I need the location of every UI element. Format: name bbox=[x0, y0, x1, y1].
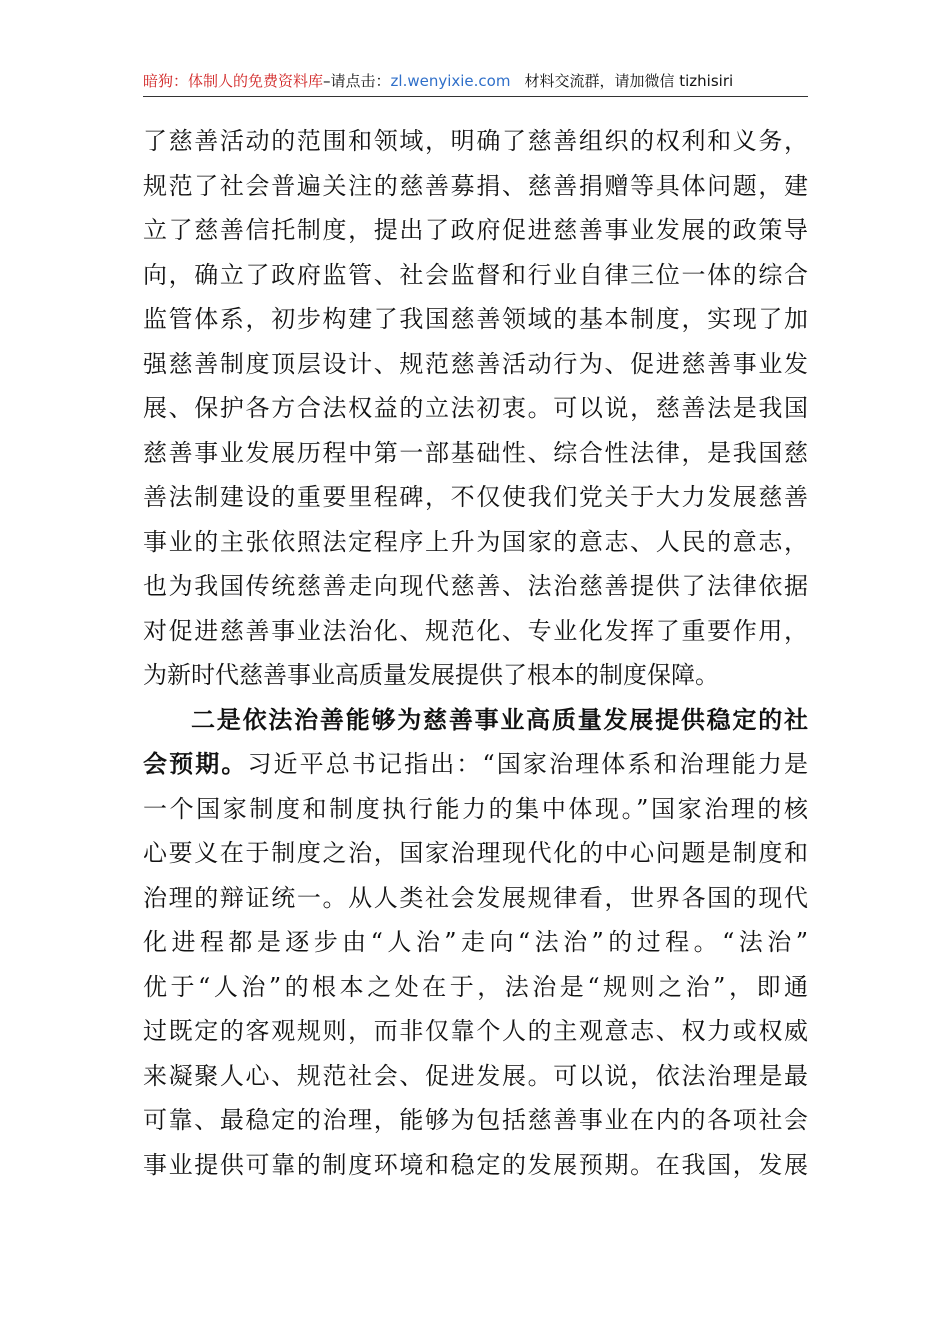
text-line: 优于“人治”的根本之处在于，法治是“规则之治”，即通 bbox=[143, 972, 808, 1001]
paragraph-1 bbox=[143, 119, 808, 698]
text-line: 展、保护各方合法权益的立法初衷。可以说，慈善法是我国 bbox=[143, 394, 808, 422]
text-line: 心要义在于制度之治，国家治理现代化的中心问题是制度和 bbox=[143, 839, 808, 867]
text-line: 监管体系，初步构建了我国慈善领域的基本制度，实现了加 bbox=[143, 305, 808, 333]
text-line: 慈善事业发展历程中第一部基础性、综合性法律，是我国慈 bbox=[143, 438, 808, 467]
text-line: 一个国家制度和制度执行能力的集中体现。”国家治理的核 bbox=[143, 794, 808, 823]
header-contact: 材料交流群，请加微信 tizhisiri bbox=[524, 72, 734, 90]
text-line bbox=[143, 742, 808, 787]
text-line: 来凝聚人心、规范社会、促进发展。可以说，依法治理是最 bbox=[143, 1061, 808, 1090]
text-line: 事业的主张依照法定程序上升为国家的意志、人民的意志， bbox=[143, 527, 808, 556]
header-link[interactable]: zl.wenyixie.com bbox=[390, 72, 511, 90]
text-line: 事业提供可靠的制度环境和稳定的发展预期。在我国，发展 bbox=[143, 1150, 808, 1179]
text-line: 强慈善制度顶层设计、规范慈善活动行为、促进慈善事业发 bbox=[143, 349, 808, 378]
paragraph-heading: 二是依法治善能够为慈善事业高质量发展提供稳定的社 bbox=[191, 705, 808, 734]
text-line: 规范了社会普遍关注的慈善募捐、慈善捐赠等具体问题，建 bbox=[143, 171, 808, 200]
text-line: 对促进慈善事业法治化、规范化、专业化发挥了重要作用， bbox=[143, 616, 808, 645]
text-line: 善法制建设的重要里程碑，不仅使我们党关于大力发展慈善 bbox=[143, 483, 808, 511]
header-divider bbox=[143, 96, 808, 97]
text-line: 为新时代慈善事业高质量发展提供了根本的制度保障。 bbox=[143, 661, 719, 689]
document-body bbox=[143, 119, 808, 1187]
text-line: 治理的辩证统一。从人类社会发展规律看，世界各国的现代 bbox=[143, 883, 808, 912]
text-line: 了慈善活动的范围和领域，明确了慈善组织的权利和义务， bbox=[143, 127, 808, 155]
paragraph-2 bbox=[143, 698, 808, 1188]
text-span: 习近平总书记指出：“国家治理体系和治理能力是 bbox=[247, 750, 808, 778]
page-header bbox=[143, 66, 808, 96]
text-line: 可靠、最稳定的治理，能够为包括慈善事业在内的各项社会 bbox=[143, 1106, 808, 1134]
text-line: 过既定的客观规则，而非仅靠个人的主观意志、权力或权威 bbox=[143, 1017, 808, 1045]
text-line: 向，确立了政府监管、社会监督和行业自律三位一体的综合 bbox=[143, 260, 808, 289]
header-brand: 暗狗：体制人的免费资料库 bbox=[143, 72, 324, 90]
text-line: 化进程都是逐步由“人治”走向“法治”的过程。“法治” bbox=[143, 928, 808, 956]
heading-continuation: 会预期。 bbox=[143, 750, 248, 778]
text-line: 也为我国传统慈善走向现代慈善、法治慈善提供了法律依据 bbox=[143, 572, 808, 600]
header-prompt: –请点击： bbox=[323, 72, 391, 90]
text-line: 立了慈善信托制度，提出了政府促进慈善事业发展的政策导 bbox=[143, 216, 808, 244]
